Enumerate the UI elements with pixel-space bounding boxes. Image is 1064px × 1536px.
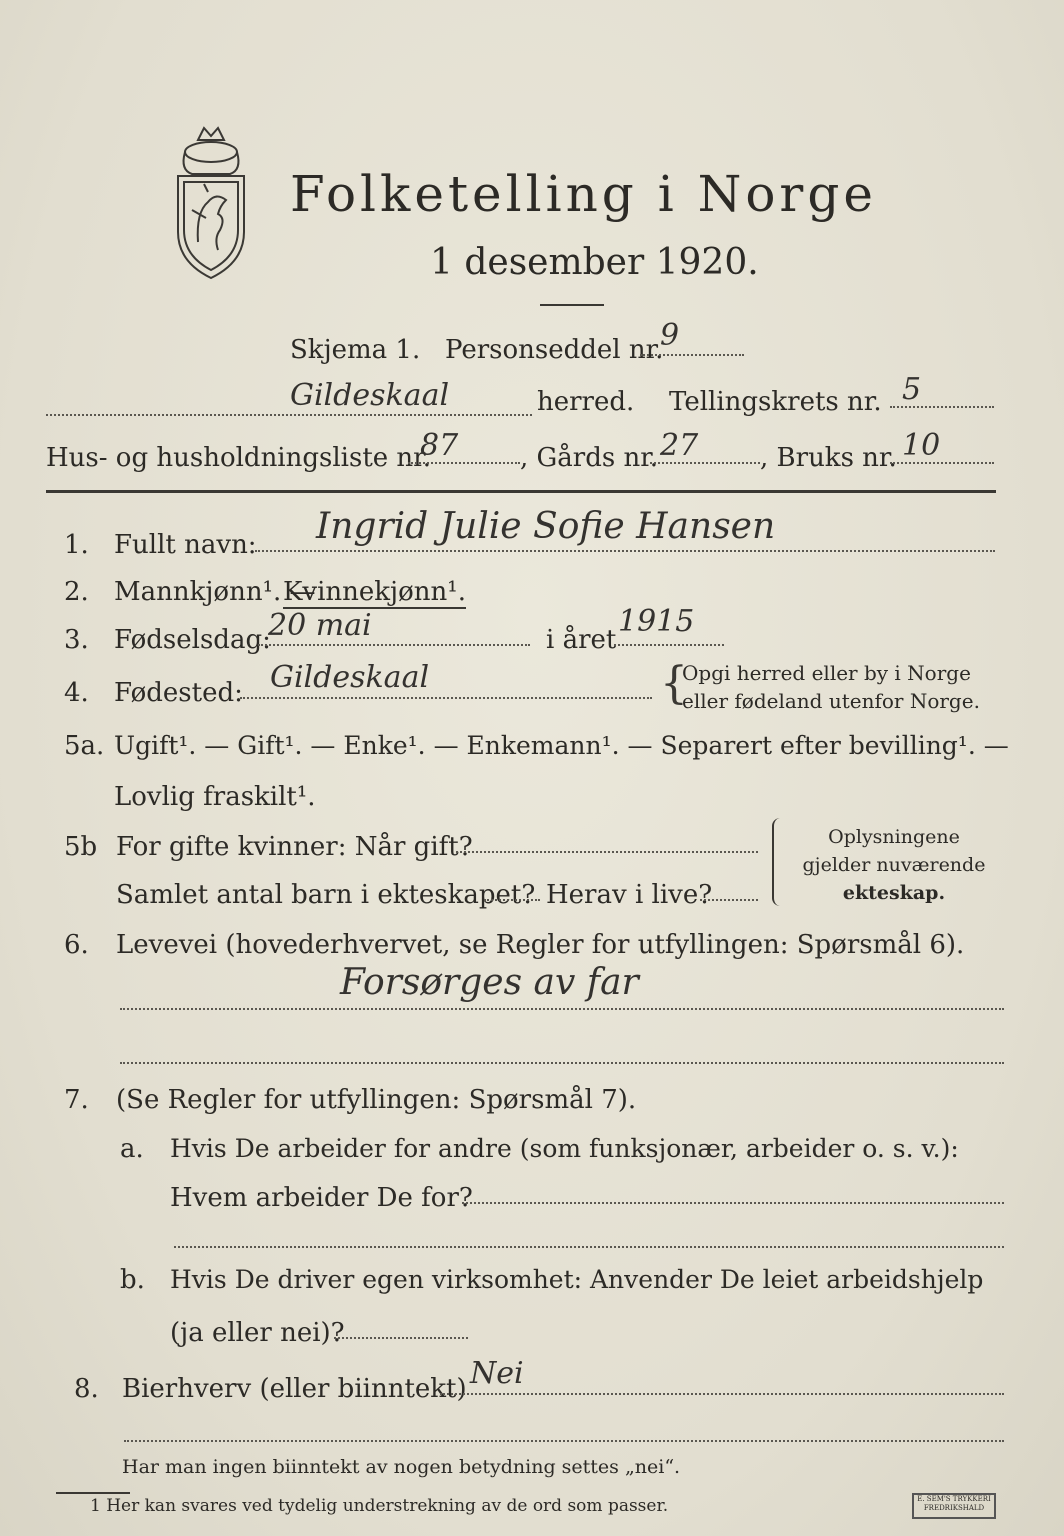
q8-value: Nei xyxy=(470,1356,524,1391)
hus-value: 87 xyxy=(420,428,459,463)
q1-number: 1. xyxy=(64,530,89,560)
q7a-line1: Hvis De arbeider for andre (som funksjonær, arbeider o. s. v.): xyxy=(170,1134,959,1163)
q5b-children-label: Samlet antal barn i ekteskapet? xyxy=(116,880,536,910)
personseddel-value: 9 xyxy=(660,318,680,353)
q6-value: Forsørges av far xyxy=(340,962,639,1003)
q5b-alive-line xyxy=(700,899,758,901)
q7a-number: a. xyxy=(120,1134,144,1164)
skjema-label: Skjema 1. xyxy=(290,335,421,365)
q5a-number: 5a. xyxy=(64,731,105,761)
q8-label: Bierhverv (eller biinntekt) xyxy=(122,1374,467,1404)
q3-label: Fødselsdag: xyxy=(114,625,271,655)
q4-number: 4. xyxy=(64,678,89,708)
q4-brace: { xyxy=(660,658,688,709)
q7a-employer-line xyxy=(462,1202,1004,1204)
footnote: 1 Her kan svares ved tydelig understrekning av de ord som passer. xyxy=(90,1496,669,1516)
footnote-rule xyxy=(56,1492,130,1494)
q3-year-line xyxy=(614,644,724,646)
herred-value: Gildeskaal xyxy=(290,378,450,413)
gards-value: 27 xyxy=(660,428,699,463)
q3-year-label: i året xyxy=(546,625,617,655)
header-rule xyxy=(46,490,996,493)
tellingskrets-label: Tellingskrets nr. xyxy=(669,387,882,417)
coat-of-arms-icon xyxy=(168,122,254,282)
q2-label-female: Kvinnekjønn¹. xyxy=(283,577,466,607)
q8-line-2 xyxy=(124,1440,1004,1442)
q6-number: 6. xyxy=(64,930,89,960)
bruks-label: , Bruks nr. xyxy=(760,443,897,473)
q8-line xyxy=(440,1393,1004,1395)
q3-number: 3. xyxy=(64,625,89,655)
q5b-bracket xyxy=(772,818,784,906)
q6-line-2 xyxy=(120,1062,1004,1064)
q5b-married-line xyxy=(456,851,758,853)
q5b-children-line xyxy=(484,899,540,901)
q1-line xyxy=(255,550,995,552)
q5b-note-3: ekteskap. xyxy=(842,882,946,904)
form-date: 1 desember 1920. xyxy=(430,242,759,283)
tellingskrets-value: 5 xyxy=(902,372,922,407)
q7-label: (Se Regler for utfyllingen: Spørsmål 7). xyxy=(116,1085,637,1115)
q6-label: Levevei (hovederhvervet, se Regler for utfyllingen: Spørsmål 6). xyxy=(116,930,965,960)
q2-number: 2. xyxy=(64,577,89,607)
q4-note-2: eller fødeland utenfor Norge. xyxy=(682,689,980,713)
gards-label: , Gårds nr. xyxy=(520,443,659,473)
herred-label: herred. xyxy=(537,387,635,417)
q5a-line2: Lovlig fraskilt¹. xyxy=(114,782,316,812)
herred-line xyxy=(46,414,532,416)
title-divider xyxy=(540,304,604,306)
q4-label: Fødested: xyxy=(114,678,243,708)
q3-line xyxy=(258,644,530,646)
q7b-line2: (ja eller nei)? xyxy=(170,1318,345,1348)
q7b-answer-line xyxy=(334,1337,468,1339)
q1-label: Fullt navn: xyxy=(114,530,257,560)
q2-label-male: Mannkjønn¹. — xyxy=(114,577,316,607)
q5a-line1: Ugift¹. — Gift¹. — Enke¹. — Enkemann¹. — Separert efter bevilling¹. — xyxy=(114,731,1009,760)
q8-number: 8. xyxy=(74,1374,99,1404)
q5b-alive-label: Herav i live? xyxy=(546,880,713,910)
q7b-number: b. xyxy=(120,1265,145,1295)
bruks-value: 10 xyxy=(902,428,941,463)
form-title: Folketelling i Norge xyxy=(290,165,877,223)
q7a-line2: Hvem arbeider De for? xyxy=(170,1183,473,1213)
hus-label: Hus- og husholdningsliste nr. xyxy=(46,443,432,473)
personseddel-line xyxy=(640,354,744,356)
printer-stamp: E. SEM'S TRYKKERI FREDRIKSHALD xyxy=(912,1493,996,1519)
q3-year-value: 1915 xyxy=(618,604,695,639)
q4-line xyxy=(240,697,652,699)
q7a-employer-line-2 xyxy=(174,1246,1004,1248)
q6-line-1 xyxy=(120,1008,1004,1010)
q7-number: 7. xyxy=(64,1085,89,1115)
q4-note-1: Opgi herred eller by i Norge xyxy=(682,661,971,685)
q1-value: Ingrid Julie Sofie Hansen xyxy=(316,506,776,547)
q3-value: 20 mai xyxy=(268,608,372,643)
q5b-note-2: gjelder nuværende xyxy=(802,854,986,876)
personseddel-label: Personseddel nr. xyxy=(445,335,664,365)
q5b-note-1: Oplysningene xyxy=(828,826,960,848)
footer-note: Har man ingen biinntekt av nogen betydning settes „nei“. xyxy=(122,1456,681,1478)
q5b-number: 5b xyxy=(64,832,98,862)
q5b-line1: For gifte kvinner: Når gift? xyxy=(116,832,473,862)
q4-value: Gildeskaal xyxy=(270,660,430,695)
q7b-line1: Hvis De driver egen virksomhet: Anvender De leiet arbeidshjelp xyxy=(170,1265,984,1294)
